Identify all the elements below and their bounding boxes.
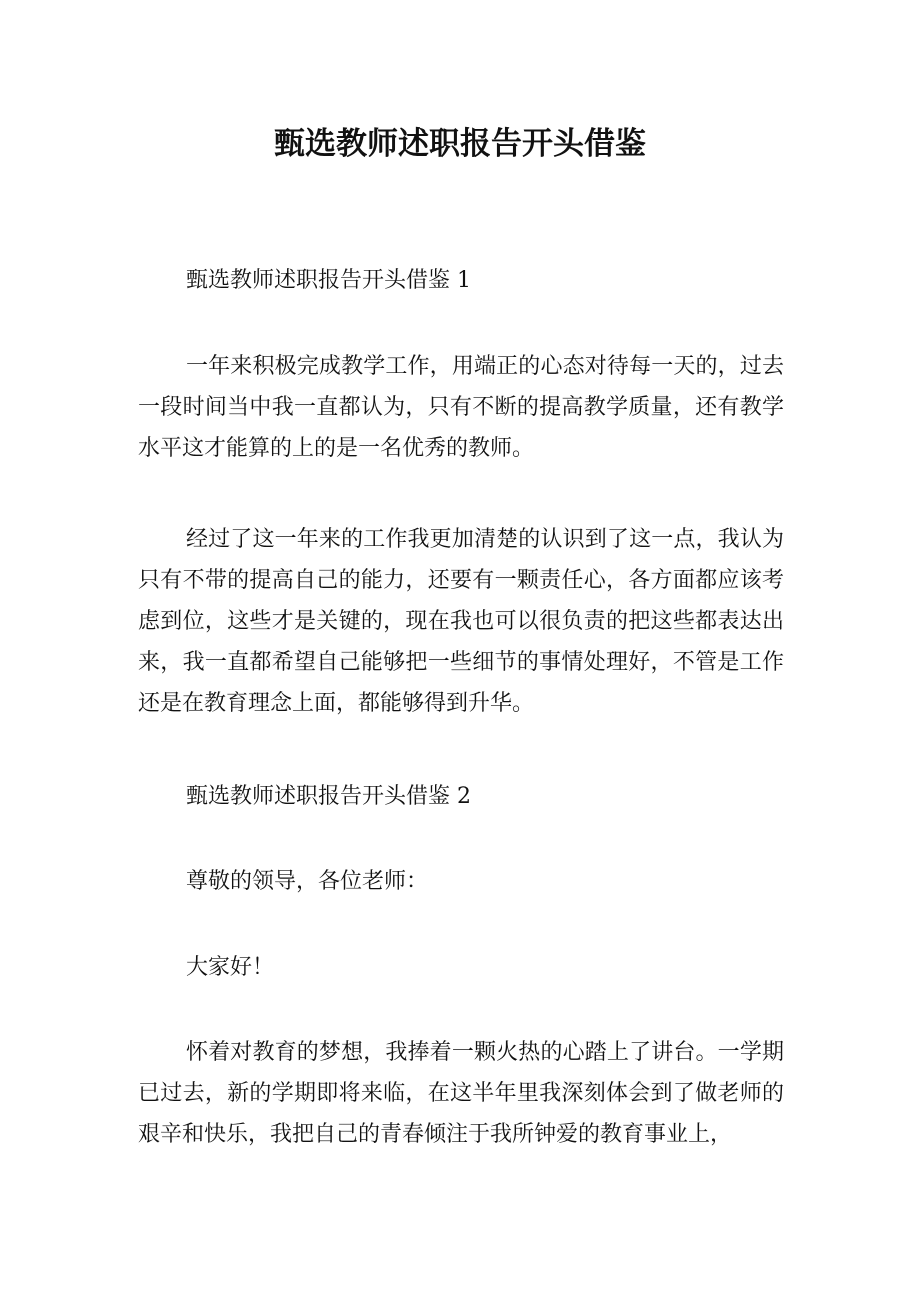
section-1-heading: 甄选教师述职报告开头借鉴 1 — [186, 268, 471, 293]
section-1-paragraph-1: 一年来积极完成教学工作，用端正的心态对待每一天的，过去一段时间当中我一直都认为，只有不断的提高教学质量，还有教学水平这才能算的上的是一名优秀的教师。 — [138, 354, 784, 461]
section-2-salutation: 尊敬的领导，各位老师： — [186, 869, 429, 894]
section-2-heading: 甄选教师述职报告开头借鉴 2 — [186, 784, 471, 809]
section-2-greeting: 大家好！ — [186, 955, 275, 980]
section-2-paragraph-1: 怀着对教育的梦想，我捧着一颗火热的心踏上了讲台。一学期已过去，新的学期即将来临，在这半年里我深刻体会到了做老师的艰辛和快乐，我把自己的青春倾注于我所钟爱的教育事业上， — [138, 1040, 784, 1147]
section-1-paragraph-2: 经过了这一年来的工作我更加清楚的认识到了这一点，我认为只有不带的提高自己的能力，还要有一颗责任心，各方面都应该考虑到位，这些才是关键的，现在我也可以很负责的把这些都表达出来，我一直都希望自己能够把一些细节的事情处理好，不管是工作还是在教育理念上面，都能够得到升华。 — [138, 527, 784, 716]
document-title: 甄选教师述职报告开头借鉴 — [274, 126, 646, 162]
